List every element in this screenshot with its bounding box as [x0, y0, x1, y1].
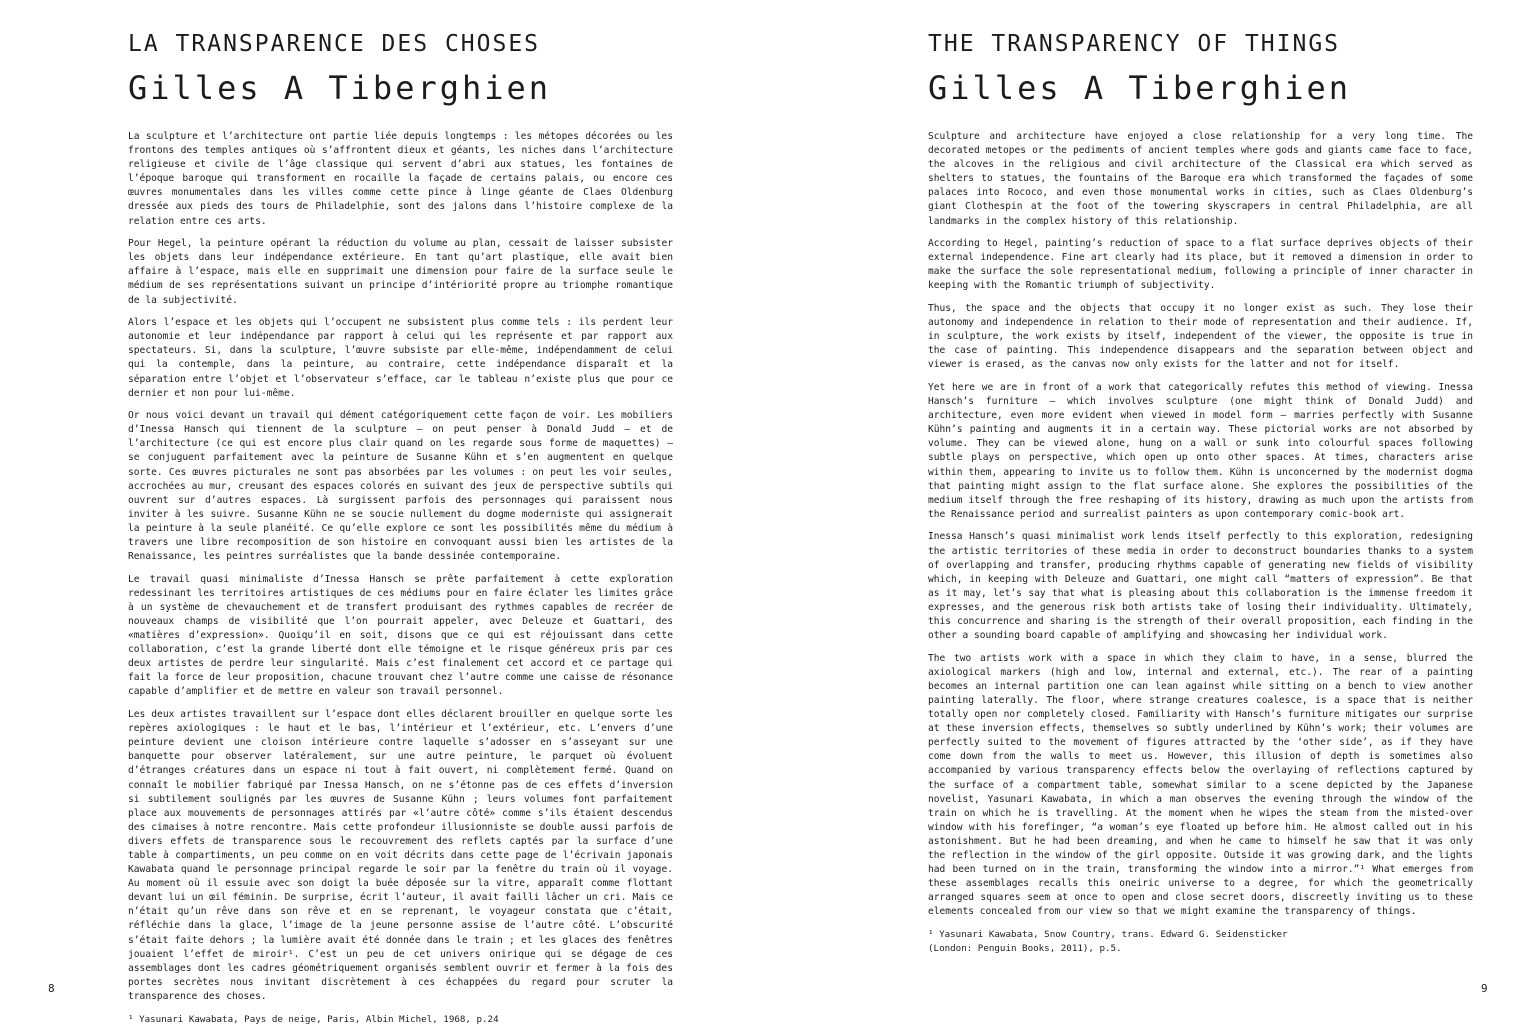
- paragraph: Or nous voici devant un travail qui dément catégoriquement cette façon de voir. Les mobiliers d’Inessa Hansch qui tiennent de la sculpture – on peut penser à Donald Judd – et de l’architecture (ce qui est encore plus clair quand on les regarde sous forme de maquettes) – se conjuguent parfaitement avec la peinture de Susanne Kühn et s’en augmentent en quelque sorte. Ces œuvres picturales ne sont pas absorbées par les volumes : on peut les voir seules, accrochées au mur, creusant des espaces colorés en suivant des jeux de perspective subtils qui ouvrent sur d’autres espaces. Là surgissent parfois des personnages qui paraissent nous inviter à les suivre. Susanne Kühn ne se soucie nullement du dogme moderniste qui assignerait la peinture à la seule planéité. Ce qu’elle explore ce sont les possibilités même du médium à travers une libre recomposition de son histoire en convoquant aussi bien les artistes de la Renaissance, les peintres surréalistes que la bande dessinée contemporaine.: [128, 410, 673, 563]
- paragraph: Thus, the space and the objects that occupy it no longer exist as such. They lose their autonomy and independence in relation to their mode of representation and their audience. If, in sculpture, the work exists by itself, independent of the viewer, the opposite is true in the case of painting. This independence disappears and the separation between object and viewer is erased, as the canvas now only exists for the latter and not for itself.: [928, 303, 1473, 371]
- article-body: [928, 130, 1473, 919]
- paragraph: Inessa Hansch’s quasi minimalist work lends itself perfectly to this exploration, redesigning the artistic territories of these media in order to deconstruct boundaries thanks to a system of overlapping and transfer, producing rhythms capable of generating new fields of visibility which, in keeping with Deleuze and Guattari, one might call “matters of expression”. Be that as it may, let’s say that what is pleasing about this collaboration is the immense freedom it expresses, and the generous risk both artists take of losing their individuality. Ultimately, this concurrence and sharing is the strength of their overall proposition, each finding in the other a sounding board capable of amplifying and showcasing her individual work.: [928, 531, 1473, 642]
- paragraph: La sculpture et l’architecture ont partie liée depuis longtemps : les métopes décorées ou les frontons des temples antiques où s’affrontent dieux et géants, les niches dans l’architecture religieuse et civile de l’âge classique qui servent d’abri aux statues, les fontaines de l’époque baroque qui transforment en rocaille la façade de certains palais, ou encore ces œuvres monumentales dans les villes comme cette pince à linge géante de Claes Oldenburg dressée aux pieds des tours de Philadelphie, sont des jalons dans l’histoire complexe de la relation entre ces arts.: [128, 131, 673, 227]
- footnote-line: ¹ Yasunari Kawabata, Pays de neige, Paris, Albin Michel, 1968, p.24: [128, 1013, 499, 1025]
- author-name: Gilles A Tiberghien: [928, 69, 1352, 107]
- page-title: LA TRANSPARENCE DES CHOSES: [128, 31, 541, 57]
- paragraph: According to Hegel, painting’s reduction of space to a flat surface deprives objects of their external independence. Fine art clearly had its place, but it removed a dimension in order to make the surface the sole representational medium, following a principle of inner character in keeping with the Romantic triumph of subjectivity.: [928, 238, 1473, 292]
- author-name: Gilles A Tiberghien: [128, 69, 552, 107]
- footnote: [128, 1013, 673, 1027]
- footnote: [928, 928, 1473, 956]
- paragraph: Sculpture and architecture have enjoyed a close relationship for a very long time. The decorated metopes or the pediments of ancient temples where gods and giants came face to face, the alcoves in the religious and civil architecture of the Classical era which served as shelters to statues, the fountains of the Baroque era which transformed the façades of some palaces into Rococo, and even those monumental works in cities, such as Claes Oldenburg’s giant Clothespin at the foot of the towering skyscrapers in central Philadelphia, are all landmarks in the complex history of this relationship.: [928, 131, 1473, 227]
- paragraph: The two artists work with a space in which they claim to have, in a sense, blurred the axiological markers (high and low, internal and external, etc.). The rear of a painting becomes an internal partition one can lean against while sitting on a bench to view another painting laterally. The floor, where strange creatures coalesce, is a space that is neither totally open nor completely closed. Familiarity with Hansch’s furniture mitigates our surprise at these inversion effects, themselves so subtly underlined by Kühn’s work; their volumes are perfectly suited to the movement of figures attracted by the ‘other side’, as if they have come down from the walls to meet us. However, this illusion of depth is sometimes also accompanied by various transparency effects below the overlaying of reflections captured by the surface of a compartment table, somewhat similar to a scene depicted by the Japanese novelist, Yasunari Kawabata, in which a man observes the evening through the window of the train on which he is travelling. At the moment when he wipes the steam from the misted-over window with his forefinger, “a woman’s eye floated up before him. He almost called out in his astonishment. But he had been dreaming, and when he came to himself he saw that it was only the reflection in the window of the girl opposite. Outside it was growing dark, and the lights had been turned on in the train, transforming the window into a mirror.”¹ What emerges from these assemblages recalls this oneiric universe to a degree, for which the geometrically arranged squares seem at once to open and close secret doors, discreetly inviting us to these elements concealed from our view so that we might examine the transparency of things.: [928, 652, 1473, 918]
- paragraph: Pour Hegel, la peinture opérant la réduction du volume au plan, cessait de laisser subsister les objets dans leur indépendance extérieure. En tant qu’art plastique, elle avait bien affaire à l’espace, mais elle en supprimait une dimension pour faire de la surface seule le médium de ses représentations suivant un principe d’intériorité propre au triomphe romantique de la subjectivité.: [128, 238, 673, 306]
- article-body: [128, 130, 673, 1004]
- page-number: 8: [48, 982, 55, 995]
- right-page: [768, 0, 1536, 1024]
- paragraph: Yet here we are in front of a work that categorically refutes this method of viewing. Inessa Hansch’s furniture – which involves sculpture (one might think of Donald Judd) and architecture, even more evident when viewed in model form – marries perfectly with Susanne Kühn’s painting and augments it in a certain way. These pictorial works are not absorbed by volume. They can be viewed alone, hung on a wall or sunk into colourful spaces following subtle plays on perspective, which open up onto other spaces. At times, characters arise within them, appearing to invite us to follow them. Kühn is unconcerned by the modernist dogma that painting might assign to the flat surface alone. She explores the possibilities of the medium itself through the free reshaping of its history, drawing as much upon the artists from the Renaissance period and surrealist painters as upon contemporary comic-book art.: [928, 382, 1473, 520]
- page-title: THE TRANSPARENCY OF THINGS: [928, 31, 1341, 57]
- footnote-line: ¹ Yasunari Kawabata, Snow Country, trans. Edward G. Seidensticker: [928, 928, 1288, 940]
- paragraph: Les deux artistes travaillent sur l’espace dont elles déclarent brouiller en quelque sorte les repères axiologiques : le haut et le bas, l’intérieur et l’extérieur, etc. L’envers d’une peinture devient une cloison intérieure contre laquelle s’adosser en s’asseyant sur une banquette pour observer latéralement, sur une autre peinture, le parquet où évoluent d’étranges créatures dans un espace ni tout à fait ouvert, ni complètement fermé. Quand on connaît le mobilier fabriqué par Inessa Hansch, on ne s’étonne pas de ces effets d’inversion si subtilement soulignés par les œuvres de Susanne Kühn ; leurs volumes font parfaitement place aux mouvements de personnages attirés par «l’autre côté» comme s’ils étaient descendus des cimaises à notre rencontre. Mais cette profondeur illusionniste se double aussi parfois de divers effets de transparence sous le recouvrement des reflets captés par la surface d’une table à compartiments, un peu comme on en voit décrits dans cette page de l’écrivain japonais Kawabata quand le personnage principal regarde le soir par la fenêtre du train où il voyage. Au moment où il essuie avec son doigt la buée déposée sur la vitre, apparaît comme flottant devant lui un œil féminin. De surprise, écrit l’auteur, il avait failli lâcher un cri. Mais ce n’était qu’un rêve dans son rêve et en se reprenant, le voyageur constata que c’était, réfléchie dans la glace, l’image de la jeune personne assise de l’autre côté. L’obscurité s’était faite dehors ; la lumière avait été donnée dans le train ; et les glaces des fenêtres jouaient l’effet de miroir¹. C’est un peu de cet univers onirique qui se dégage de ces assemblages dont les cadres géométriquement organisés semblent ouvrir et fermer à la fois des portes secrètes nous invitant discrètement à ces échappées du regard pour scruter la transparence des choses.: [128, 709, 673, 1002]
- paragraph: Alors l’espace et les objets qui l’occupent ne subsistent plus comme tels : ils perdent leur autonomie et leur indépendance par rapport à celui qui les représente et par rapport aux spectateurs. Si, dans la sculpture, l’œuvre subsiste par elle-même, indépendamment de celui qui la contemple, dans la peinture, au contraire, cette indépendance disparaît et la séparation entre l’objet et l’observateur s’efface, car le tableau n’existe plus que pour ce dernier et non pour lui-même.: [128, 317, 673, 399]
- footnote-line: (London: Penguin Books, 2011), p.5.: [928, 942, 1122, 954]
- page-number: 9: [1481, 982, 1488, 995]
- paragraph: Le travail quasi minimaliste d’Inessa Hansch se prête parfaitement à cette exploration redessinant les territoires artistiques de ces médiums pour en faire éclater les limites grâce à un système de chevauchement et de transfert produisant des rythmes capables de recréer de nouveaux champs de visibilité que l’on pourrait appeler, avec Deleuze et Guattari, des «matières d’expression». Quoiqu’il en soit, disons que ce qui est réjouissant dans cette collaboration, c’est la grande liberté dont elle témoigne et le risque généreux pris par ces deux artistes de perdre leur singularité. Mais c’est finalement cet accord et ce partage qui fait la force de leur proposition, chacune trouvant chez l’autre comme une caisse de résonance capable d’amplifier et de mettre en valeur son travail personnel.: [128, 573, 673, 698]
- right-column: [928, 30, 1473, 956]
- left-column: [128, 30, 673, 1027]
- left-page: [0, 0, 768, 1024]
